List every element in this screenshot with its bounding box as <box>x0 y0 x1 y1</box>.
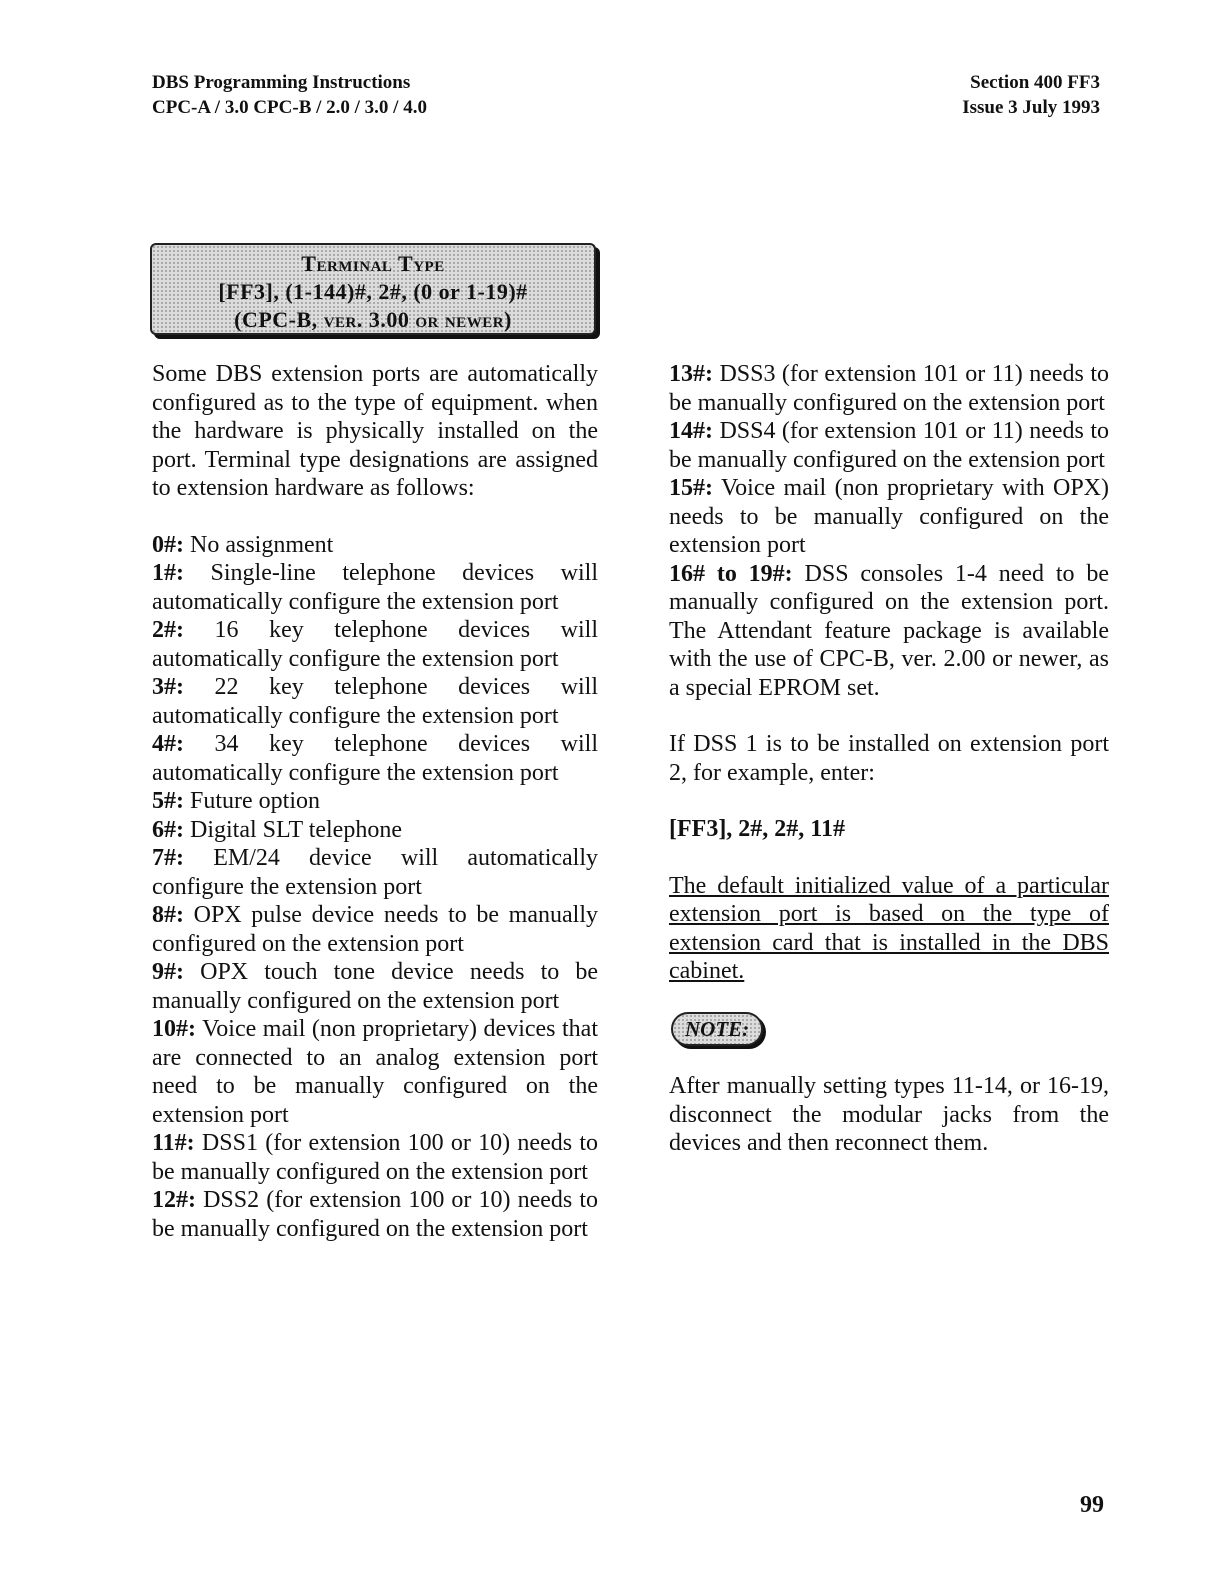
header-versions: CPC-A / 3.0 CPC-B / 2.0 / 3.0 / 4.0 <box>152 97 427 118</box>
terminal-type-code: 7#: <box>152 845 184 871</box>
terminal-type-item <box>152 616 598 673</box>
right-column <box>669 360 1109 1158</box>
terminal-type-item <box>152 531 598 560</box>
note-badge: NOTE: <box>671 1012 763 1047</box>
terminal-type-code: 12#: <box>152 1187 196 1213</box>
header-title: DBS Programming Instructions <box>152 72 411 93</box>
terminal-type-code: 0#: <box>152 531 184 558</box>
terminal-type-item <box>152 844 598 901</box>
terminal-type-description: DSS1 (for extension 100 or 10) needs to be manually configured on the extension port <box>152 1130 598 1185</box>
terminal-type-description: DSS3 (for extension 101 or 11) needs to be manually configured on the extension port <box>669 361 1109 416</box>
terminal-type-item <box>152 730 598 787</box>
terminal-type-description: DSS consoles 1-4 need to be manually configured on the extension port. The Attendant feature package is available with the use of CPC-B, ver. 2.00 or newer, as a special EPROM set. <box>669 560 1110 701</box>
example-command: [FF3], 2#, 2#, 11# <box>669 816 845 842</box>
terminal-type-description: 34 key telephone devices will automatically configure the extension port <box>152 731 598 786</box>
terminal-type-item <box>152 1186 598 1243</box>
terminal-type-code: 16# to 19#: <box>669 560 793 587</box>
terminal-type-code: 8#: <box>152 902 184 928</box>
terminal-type-description: DSS2 (for extension 100 or 10) needs to be manually configured on the extension port <box>152 1187 598 1242</box>
terminal-type-code: 10#: <box>152 1016 196 1042</box>
terminal-type-item <box>152 787 598 816</box>
page-number: 99 <box>1080 1492 1104 1518</box>
terminal-type-description: EM/24 device will automatically configure the extension port <box>152 845 598 900</box>
terminal-type-item <box>152 901 598 958</box>
terminal-type-list-left <box>152 531 598 1244</box>
terminal-type-description: Digital SLT telephone <box>184 816 402 843</box>
title-box-heading: Terminal Type <box>301 251 445 276</box>
terminal-type-item <box>152 1129 598 1186</box>
terminal-type-item <box>669 560 1109 703</box>
note-text: After manually setting types 11-14, or 16-19, disconnect the modular jacks from the devices and then reconnect them. <box>669 1073 1109 1156</box>
terminal-type-code: 11#: <box>152 1130 195 1156</box>
terminal-type-code: 14#: <box>669 418 713 444</box>
terminal-type-description: DSS4 (for extension 101 or 11) needs to be manually configured on the extension port <box>669 418 1109 473</box>
terminal-type-item <box>669 474 1109 560</box>
terminal-type-item <box>152 559 598 616</box>
terminal-type-description: 16 key telephone devices will automatically configure the extension port <box>152 617 598 672</box>
terminal-type-item <box>152 1015 598 1129</box>
terminal-type-code: 6#: <box>152 816 184 843</box>
terminal-type-code: 13#: <box>669 361 713 387</box>
terminal-type-description: No assignment <box>184 531 334 558</box>
header-section: Section 400 FF3 <box>970 72 1100 93</box>
terminal-type-item <box>152 958 598 1015</box>
terminal-type-item <box>152 816 598 845</box>
intro-paragraph: Some DBS extension ports are automatically configured as to the type of equipment. when the hardware is physically installed on the port. Terminal type designations are assigned to extension hardware as follows: <box>152 361 598 501</box>
terminal-type-code: 2#: <box>152 617 184 643</box>
terminal-type-title-box <box>150 243 596 335</box>
terminal-type-description: OPX touch tone device needs to be manually configured on the extension port <box>152 959 598 1014</box>
terminal-type-code: 9#: <box>152 959 184 985</box>
terminal-type-description: Future option <box>184 788 320 814</box>
terminal-type-code: 5#: <box>152 788 184 814</box>
default-value-note: The default initialized value of a particular extension port is based on the type of extension card that is installed in the DBS cabinet. <box>669 872 1109 984</box>
header-issue: Issue 3 July 1993 <box>962 97 1100 118</box>
terminal-type-description: Voice mail (non proprietary with OPX) needs to be manually configured on the extension port <box>669 475 1109 558</box>
terminal-type-list-right <box>669 360 1109 702</box>
title-box-version: (CPC-B, ver. 3.00 or newer) <box>234 307 512 332</box>
terminal-type-description: 22 key telephone devices will automatically configure the extension port <box>152 674 598 729</box>
header-right <box>900 70 1100 120</box>
terminal-type-description: Voice mail (non proprietary) devices that are connected to an analog extension port need to be manually configured on the extension port <box>152 1016 598 1128</box>
terminal-type-item <box>152 673 598 730</box>
terminal-type-item <box>669 417 1109 474</box>
header-left <box>152 70 427 120</box>
example-text: If DSS 1 is to be installed on extension port 2, for example, enter: <box>669 731 1109 786</box>
terminal-type-description: OPX pulse device needs to be manually configured on the extension port <box>152 902 598 957</box>
left-column <box>152 360 598 1243</box>
terminal-type-code: 3#: <box>152 674 184 700</box>
terminal-type-code: 1#: <box>152 560 184 586</box>
terminal-type-code: 15#: <box>669 475 713 501</box>
title-box-command: [FF3], (1-144)#, 2#, (0 or 1-19)# <box>218 279 528 304</box>
terminal-type-description: Single-line telephone devices will automatically configure the extension port <box>152 560 598 615</box>
terminal-type-item <box>669 360 1109 417</box>
terminal-type-code: 4#: <box>152 731 184 757</box>
